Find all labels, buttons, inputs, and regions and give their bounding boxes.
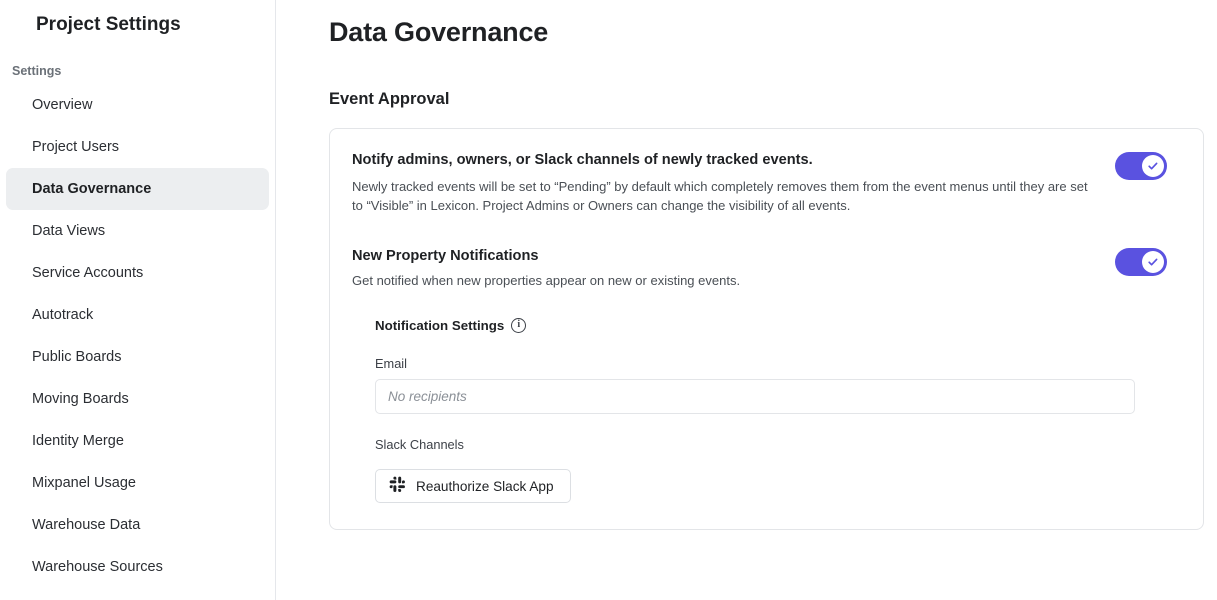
notification-settings-heading xyxy=(375,318,1181,333)
sidebar-item-warehouse-data[interactable]: Warehouse Data xyxy=(32,517,141,533)
new-property-description: Get notified when new properties appear on new or existing events. xyxy=(352,273,741,288)
sidebar xyxy=(0,0,276,600)
notify-text-block xyxy=(352,150,1092,215)
sidebar-nav-list xyxy=(0,84,275,588)
sidebar-item-service-accounts[interactable]: Service Accounts xyxy=(32,265,144,281)
notify-toggle-wrap xyxy=(1115,150,1181,185)
notify-heading: Notify admins, owners, or Slack channels of newly tracked events. xyxy=(352,152,813,168)
sidebar-title: Project Settings xyxy=(36,14,181,35)
check-icon xyxy=(1142,155,1164,177)
notify-description: Newly tracked events will be set to “Pending” by default which completely removes them from the event menus until they are set to “Visible” in Lexicon. Project Admins or Owners can change the visibility of all events. xyxy=(352,179,1088,213)
new-property-text-block xyxy=(352,246,740,290)
sidebar-item-autotrack[interactable]: Autotrack xyxy=(32,307,94,323)
sidebar-item-public-boards[interactable]: Public Boards xyxy=(32,349,122,365)
sidebar-item-warehouse-sources[interactable]: Warehouse Sources xyxy=(32,559,163,575)
sidebar-item-project-users[interactable]: Project Users xyxy=(32,139,120,155)
new-property-heading: New Property Notifications xyxy=(352,248,539,264)
notification-settings-label: Notification Settings xyxy=(375,318,505,333)
reauthorize-slack-app-button[interactable] xyxy=(375,469,571,503)
sidebar-item-moving-boards[interactable]: Moving Boards xyxy=(32,391,129,407)
section-title-event-approval: Event Approval xyxy=(329,90,450,108)
sidebar-item-data-governance[interactable]: Data Governance xyxy=(6,168,269,210)
notify-events-toggle[interactable] xyxy=(1115,152,1167,180)
sidebar-item-data-views[interactable]: Data Views xyxy=(32,223,106,239)
sidebar-item-identity-merge[interactable]: Identity Merge xyxy=(32,433,124,449)
sidebar-item-overview[interactable]: Overview xyxy=(32,97,93,113)
email-recipients-input[interactable] xyxy=(375,379,1135,414)
sidebar-section-label: Settings xyxy=(12,64,62,78)
new-property-toggle-wrap xyxy=(1115,246,1181,281)
page-title: Data Governance xyxy=(329,17,549,47)
sidebar-item-mixpanel-usage[interactable]: Mixpanel Usage xyxy=(32,475,136,491)
new-property-notifications-toggle[interactable] xyxy=(1115,248,1167,276)
notification-settings-block xyxy=(352,318,1181,503)
slack-button-label: Reauthorize Slack App xyxy=(416,478,554,494)
notify-row xyxy=(352,150,1181,215)
event-approval-card xyxy=(329,128,1204,530)
slack-channels-label: Slack Channels xyxy=(375,437,464,452)
check-icon xyxy=(1142,251,1164,273)
slack-icon xyxy=(389,476,406,496)
info-icon[interactable]: i xyxy=(511,318,526,333)
main-content xyxy=(276,0,1217,600)
new-property-row xyxy=(352,246,1181,290)
email-field-label: Email xyxy=(375,356,407,371)
